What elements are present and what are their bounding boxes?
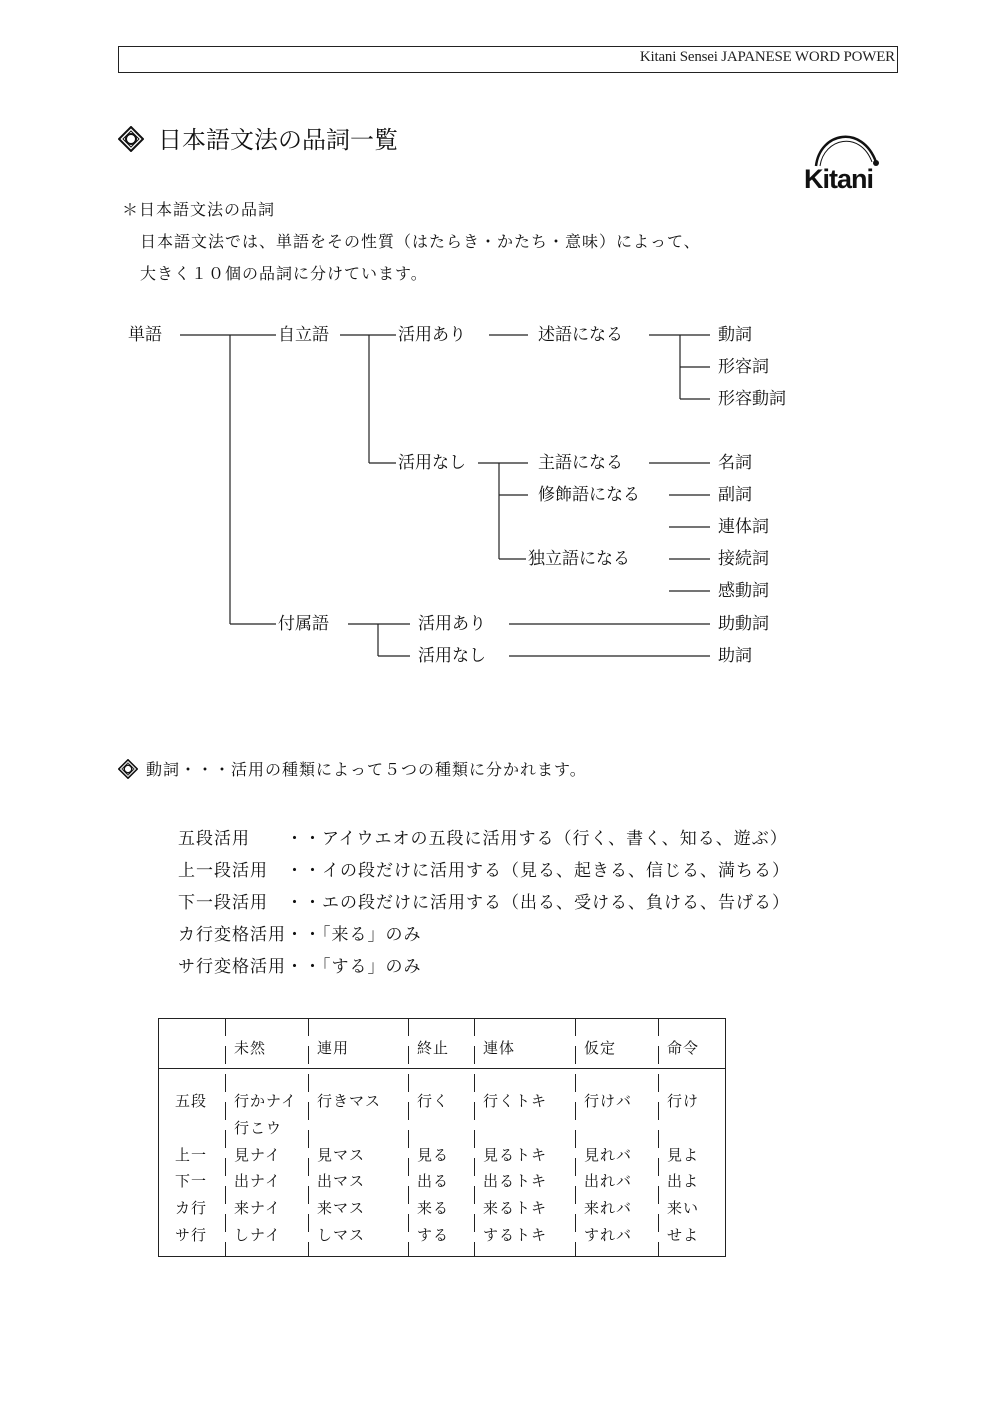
- verb-section-heading: [118, 757, 587, 783]
- tree-adjectival-verb: 形容動詞: [718, 389, 786, 409]
- table-cell: 来ナイ: [234, 1199, 281, 1217]
- table-cell: する: [417, 1226, 450, 1244]
- tree-adnominal: 連体詞: [718, 517, 769, 537]
- table-cell: 行けバ: [584, 1092, 633, 1110]
- table-cell: 行くトキ: [483, 1092, 548, 1110]
- diamond-circle-icon: [118, 759, 138, 783]
- table-cell: カ行: [175, 1199, 208, 1217]
- table-cell: 行かナイ: [234, 1092, 297, 1110]
- tree-adverb: 副詞: [718, 485, 752, 505]
- tree-conjunction: 接続詞: [718, 549, 769, 569]
- table-cell: 来マス: [317, 1199, 366, 1217]
- table-cell: 見る: [417, 1146, 450, 1164]
- intro-heading: ＊日本語文法の品詞: [122, 200, 276, 219]
- tree-verb: 動詞: [718, 325, 752, 345]
- tree-root: 単語: [128, 325, 162, 345]
- svg-text:Kitani: Kitani: [804, 164, 874, 192]
- table-header-renyou: 連用: [317, 1039, 350, 1057]
- table-cell: 出れバ: [584, 1172, 633, 1190]
- tree-subject: 主語になる: [538, 453, 623, 473]
- table-cell: 見れバ: [584, 1146, 633, 1164]
- page-title-text: 日本語文法の品詞一覧: [158, 126, 398, 154]
- table-cell: 行こウ: [234, 1119, 283, 1137]
- table-cell: しマス: [317, 1226, 366, 1244]
- parts-of-speech-tree-lines: [0, 0, 992, 700]
- table-cell: 五段: [175, 1092, 208, 1110]
- tree-predicate: 述語になる: [538, 325, 623, 345]
- table-header-rentai: 連体: [483, 1039, 516, 1057]
- tree-dep-inflect-no: 活用なし: [418, 646, 486, 666]
- table-cell: 来る: [417, 1199, 450, 1217]
- header-title: Kitani Sensei JAPANESE WORD POWER: [639, 49, 895, 65]
- tree-aux-verb: 助動詞: [718, 614, 769, 634]
- table-cell: しナイ: [234, 1226, 281, 1244]
- conjugation-row: 上一段活用 ・・イの段だけに活用する（見る、起きる、信じる、満ちる）: [178, 861, 790, 881]
- tree-inflect-no: 活用なし: [398, 453, 466, 473]
- conjugation-row: 下一段活用 ・・エの段だけに活用する（出る、受ける、負ける、告げる）: [178, 893, 790, 913]
- intro-line-1: 日本語文法では、単語をその性質（はたらき・かたち・意味）によって、: [140, 232, 701, 251]
- table-cell: 行け: [667, 1092, 700, 1110]
- table-cell: 見マス: [317, 1146, 366, 1164]
- table-cell: 来るトキ: [483, 1199, 548, 1217]
- table-cell: サ行: [175, 1226, 208, 1244]
- tree-adjective: 形容詞: [718, 357, 769, 377]
- tree-noun: 名詞: [718, 453, 752, 473]
- table-cell: せよ: [667, 1226, 700, 1244]
- table-cell: 上一: [175, 1146, 208, 1164]
- table-cell: 出ナイ: [234, 1172, 281, 1190]
- tree-inflect-yes: 活用あり: [398, 325, 466, 345]
- table-header-mizen: 未然: [234, 1039, 267, 1057]
- conjugation-row: サ行変格活用・・「する」のみ: [178, 957, 422, 977]
- table-cell: 見るトキ: [483, 1146, 548, 1164]
- table-cell: 見よ: [667, 1146, 700, 1164]
- intro-line-2: 大きく１０個の品詞に分けています。: [140, 264, 428, 283]
- tree-particle: 助詞: [718, 646, 752, 666]
- verb-section-heading-text: 動詞・・・活用の種類によって５つの種類に分かれます。: [146, 760, 587, 779]
- table-header-katei: 仮定: [584, 1039, 617, 1057]
- table-cell: 行く: [417, 1092, 450, 1110]
- table-cell: 出よ: [667, 1172, 700, 1190]
- tree-standalone: 独立語になる: [528, 549, 630, 569]
- tree-dep-inflect-yes: 活用あり: [418, 614, 486, 634]
- table-header-meirei: 命令: [667, 1039, 700, 1057]
- tree-independent: 自立語: [278, 325, 329, 345]
- tree-dependent: 付属語: [278, 614, 329, 634]
- table-cell: 来い: [667, 1199, 700, 1217]
- tree-modifier: 修飾語になる: [538, 485, 640, 505]
- table-cell: 見ナイ: [234, 1146, 281, 1164]
- table-cell: すれバ: [584, 1226, 633, 1244]
- conjugation-row: 五段活用 ・・アイウエオの五段に活用する（行く、書く、知る、遊ぶ）: [178, 829, 788, 849]
- table-cell: 出マス: [317, 1172, 366, 1190]
- table-cell: 来れバ: [584, 1199, 633, 1217]
- table-cell: 下一: [175, 1172, 208, 1190]
- tree-interjection: 感動詞: [718, 581, 769, 601]
- table-header-shuushi: 終止: [417, 1039, 450, 1057]
- conjugation-row: カ行変格活用・・「来る」のみ: [178, 925, 422, 945]
- table-cell: するトキ: [483, 1226, 548, 1244]
- table-cell: 行きマス: [317, 1092, 382, 1110]
- table-cell: 出るトキ: [483, 1172, 548, 1190]
- table-cell: 出る: [417, 1172, 450, 1190]
